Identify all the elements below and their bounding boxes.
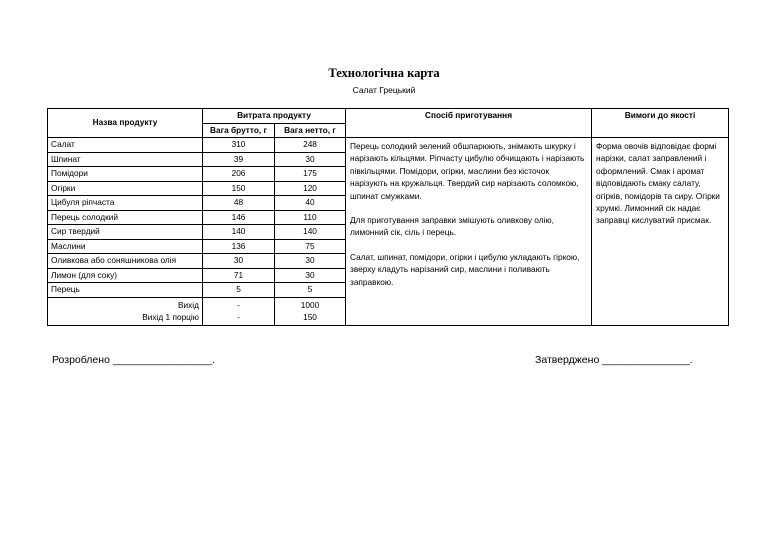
gross-weight: 30 (203, 254, 275, 269)
method-paragraph: Салат, шпинат, помідори, огірки і цибулю укладають гіркою, зверху кладуть нарізаний сир, маслини і поливають заправкою. (350, 251, 580, 287)
header-row (48, 109, 729, 124)
product-name: Перець солодкий (48, 210, 203, 225)
product-name: Салат (48, 138, 203, 153)
dish-name: Салат Грецький (352, 85, 416, 95)
net-weight: 30 (275, 268, 346, 283)
gross-weight: 150 (203, 181, 275, 196)
net-weight: 248 (275, 138, 346, 153)
gross-weight: 146 (203, 210, 275, 225)
gross-weight: 136 (203, 239, 275, 254)
yield-value: - (237, 299, 240, 310)
product-name: Сир твердий (48, 225, 203, 240)
header-gross: Вага брутто, г (203, 123, 275, 138)
yield-labels (48, 297, 203, 325)
gross-weight: 71 (203, 268, 275, 283)
method-paragraph: Перець солодкий зелений обшпарюють, знімають шкурку і нарізають кільцями. Ріпчасту цибулю обчищають і нарізають півкільцями. Помідори, огірки, маслини без кісточок нарізують на кружальця. Твердий сир нарізають соломкою, шпинат смужками. (350, 141, 585, 201)
net-weight: 5 (275, 283, 346, 298)
net-weight: 110 (275, 210, 346, 225)
product-name: Огірки (48, 181, 203, 196)
net-weight: 120 (275, 181, 346, 196)
gross-weight: 140 (203, 225, 275, 240)
yield-value: 1000 (300, 299, 320, 310)
yield-portion-label: Вихід 1 порцію (142, 312, 199, 322)
product-name: Лимон (для соку) (48, 268, 203, 283)
header-method: Спосіб приготування (346, 109, 592, 138)
net-weight: 30 (275, 254, 346, 269)
yield-gross (203, 297, 275, 325)
product-name: Шпинат (48, 152, 203, 167)
yield-total-label: Вихід (177, 299, 199, 310)
net-weight: 140 (275, 225, 346, 240)
product-name: Маслини (48, 239, 203, 254)
product-name: Оливкова або соняшникова олія (48, 254, 203, 269)
header-consumption: Витрата продукту (203, 109, 346, 124)
yield-value: 150 (303, 312, 317, 322)
method-paragraph: Для приготування заправки змішують оливкову олію, лимонний сік, сіль і перець. (350, 215, 554, 238)
table-row (48, 138, 729, 153)
developed-signature: Розроблено _________________. (52, 354, 216, 366)
product-name: Помідори (48, 167, 203, 182)
approved-signature: Затверджено _______________. (535, 354, 693, 366)
tech-card-table (47, 108, 729, 326)
yield-net (275, 297, 346, 325)
header-quality: Вимоги до якості (592, 109, 729, 138)
gross-weight: 48 (203, 196, 275, 211)
yield-value: - (237, 312, 240, 322)
quality-text: Форма овочів відповідає формі нарізки, салат заправлений і оформлений. Смак і аромат відповідають смаку салату, огірків, помідорів та сиру. Огірки хрумкі. Лимонний сік надає заправці кислуватий присмак. (592, 138, 729, 326)
net-weight: 175 (275, 167, 346, 182)
header-product: Назва продукту (48, 109, 203, 138)
product-name: Цибуля ріпчаста (48, 196, 203, 211)
document-title: Технологічна карта (328, 66, 440, 80)
gross-weight: 39 (203, 152, 275, 167)
gross-weight: 310 (203, 138, 275, 153)
net-weight: 30 (275, 152, 346, 167)
method-text (346, 138, 592, 326)
net-weight: 40 (275, 196, 346, 211)
gross-weight: 5 (203, 283, 275, 298)
product-name: Перець (48, 283, 203, 298)
gross-weight: 206 (203, 167, 275, 182)
header-net: Вага нетто, г (275, 123, 346, 138)
net-weight: 75 (275, 239, 346, 254)
